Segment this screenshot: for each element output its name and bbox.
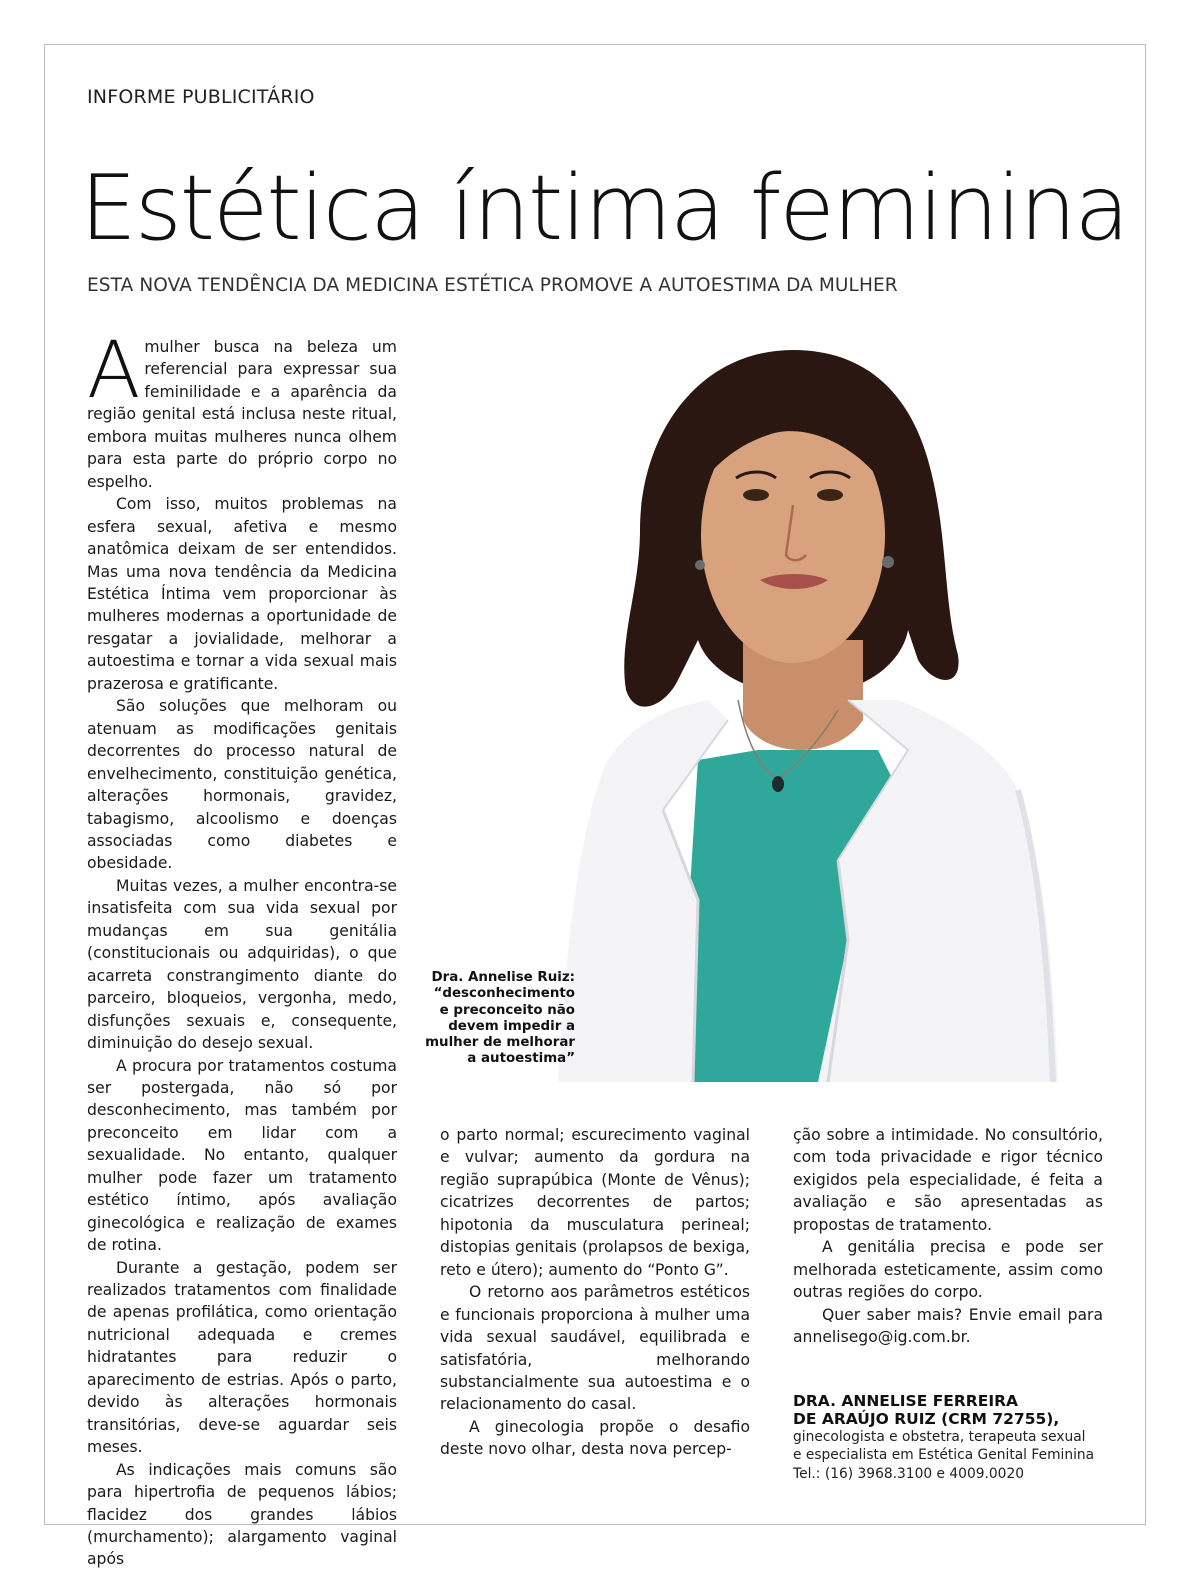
paragraph: A procura por tratamentos costuma ser postergada, não só por desconhecimento, mas também por preconceito em lidar com a sexualidade. No entanto, qualquer mulher pode fazer um tratamento estético íntimo, após avaliação ginecológica e realização de exames de rotina. [87,1056,397,1255]
article-headline: Estética íntima feminina [80,156,1128,261]
article-column-3 [793,1124,1103,1349]
author-title-line-1: ginecologista e obstetra, terapeuta sexual [793,1429,1086,1445]
article-subheadline: ESTA NOVA TENDÊNCIA DA MEDICINA ESTÉTICA PROMOVE A AUTOESTIMA DA MULHER [87,275,898,296]
paragraph: O retorno aos parâmetros estéticos e funcionais proporciona à mulher uma vida sexual saudável, equilibrada e satisfatória, melhorando substancialmente sua autoestima e o relacionamento do casal. [440,1283,750,1414]
paragraph: A ginecologia propõe o desafio deste novo olhar, desta nova percep- [440,1417,750,1459]
paragraph: Com isso, muitos problemas na esfera sexual, afetiva e mesmo anatômica deixam de ser entendidos. Mas uma nova tendência da Medicina Estética Íntima vem proporcionar às mulheres modernas a oportunidade de resgatar a jovialidade, melhorar a autoestima e tornar a vida sexual mais prazerosa e gratificante. [87,495,397,693]
paragraph: mulher busca na beleza um referencial para expressar sua feminilidade e a aparência da região genital está inclusa neste ritual, embora muitas mulheres nunca olhem para esta parte do próprio corpo no espelho. [87,338,397,491]
author-title-line-2: e especialista em Estética Genital Feminina [793,1447,1095,1464]
drop-cap: A [87,326,141,416]
paragraph: A genitália precisa e pode ser melhorada esteticamente, assim como outras regiões do corpo. [793,1238,1103,1302]
paragraph: As indicações mais comuns são para hipertrofia de pequenos lábios; flacidez dos grandes lábios (murchamento); alargamento vaginal após [87,1460,397,1569]
author-name-line-1: DRA. ANNELISE FERREIRA [793,1392,1019,1410]
paragraph: o parto normal; escurecimento vaginal e vulvar; aumento da gordura na região suprapúbica (Monte de Vênus); cicatrizes decorrentes de partos; hipotonia da musculatura perineal; distopias genitais (prolapsos de bexiga, reto e útero); aumento do “Ponto G”. [440,1126,750,1279]
paragraph: ção sobre a intimidade. No consultório, com toda privacidade e rigor técnico exigidos pela especialidade, é feita a avaliação e são apresentadas as propostas de tratamento. [793,1126,1103,1234]
section-kicker: INFORME PUBLICITÁRIO [87,86,315,108]
paragraph: São soluções que melhoram ou atenuam as modificações genitais decorrentes do processo natural de envelhecimento, constituição genética, alterações hormonais, gravidez, tabagismo, alcoolismo e doenças associadas como diabetes e obesidade. [87,697,397,873]
author-signature [793,1392,1113,1483]
photo-caption: Dra. Annelise Ruiz: “desconhecimento e preconceito não devem impedir a mulher de melhorar a autoestima” [425,970,575,1067]
author-phone: Tel.: (16) 3968.3100 e 4009.0020 [793,1465,1025,1482]
paragraph: Quer saber mais? Envie email para annelisego@ig.com.br. [793,1305,1103,1347]
author-name-line-2: DE ARAÚJO RUIZ (CRM 72755), [793,1410,1060,1428]
paragraph: Durante a gestação, podem ser realizados tratamentos com finalidade de apenas profilática, como orientação nutricional adequada e cremes hidratantes para reduzir o aparecimento de estrias. Após o parto, devido às alterações hormonais transitórias, deve-se aguardar seis meses. [87,1258,397,1457]
doctor-portrait-photo [548,340,1064,1082]
paragraph: Muitas vezes, a mulher encontra-se insatisfeita com sua vida sexual por mudanças em sua genitália (constitucionais ou adquiridas), o que acarreta constrangimento diante do parceiro, bloqueios, vergonha, medo, disfunções sexuais e, consequente, diminuição do desejo sexual. [87,876,397,1053]
article-column-2 [440,1124,750,1461]
article-column-1 [87,326,397,1571]
